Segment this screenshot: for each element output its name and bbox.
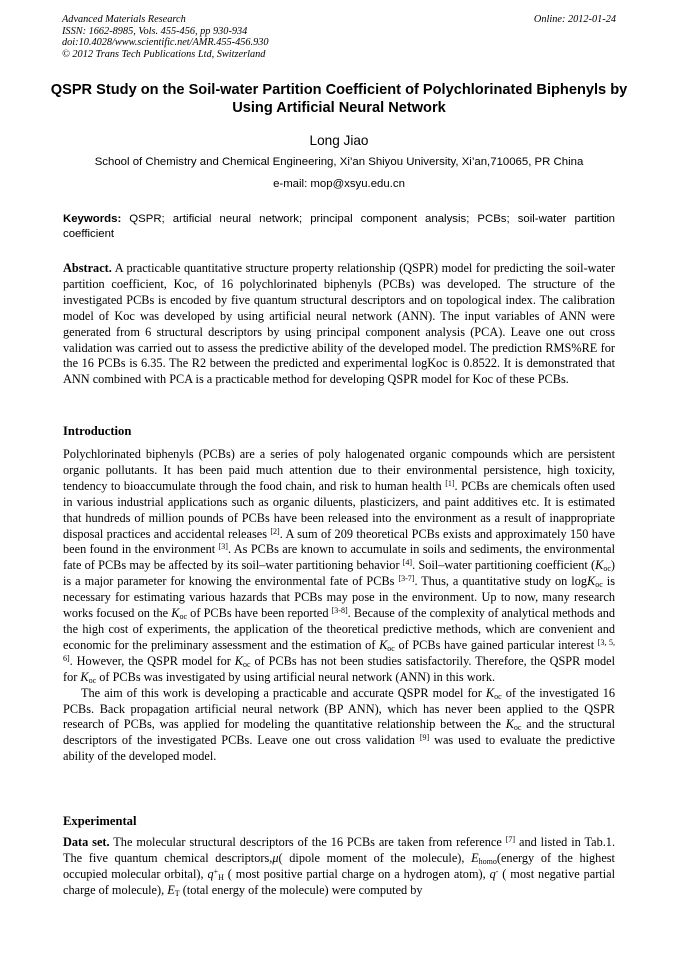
experimental-heading: Experimental (63, 814, 137, 828)
journal-issn: ISSN: 1662-8985, Vols. 455-456, pp 930-934 (62, 25, 248, 37)
journal-header (62, 14, 616, 60)
experimental-body (63, 835, 615, 899)
keywords (63, 212, 615, 243)
author-affiliation: School of Chemistry and Chemical Engineering, Xi’an Shiyou University, Xi’an,710065, PR China (94, 156, 584, 168)
abstract (63, 261, 615, 388)
citation: [1] (445, 478, 455, 488)
citation: [3] (218, 542, 228, 552)
online-date: Online: 2012-01-24 (533, 14, 616, 25)
abstract-text: A practicable quantitative structure property relationship (QSPR) model for predicting the soil-water partition coefficient, Koc, of 16 polychlorinated biphenyls (PCBs) was developed. The structure of the investigated PCBs is encoded by five quantum structural descriptors and on topological index. The calibration model of Koc was developed by using artificial neural network (ANN). The input variables of ANN were generated from 6 structural descriptors by using principal component analysis (PCA). Leave one out cross validation was carried out to assess the predictive ability of the developed model. The prediction RMS%RE for the 16 PCBs is 6.35. The R2 between the predicted and experimental logKoc is 0.8522. It is demonstrated that ANN combined with PCA is a practicable method for developing QSPR model for Koc of these PCBs. (63, 261, 615, 387)
citation: [7] (505, 835, 516, 844)
journal-doi: doi:10.4028/www.scientific.net/AMR.455-456.930 (62, 37, 269, 49)
journal-copyright: © 2012 Trans Tech Publications Ltd, Switzerland (62, 48, 266, 60)
keywords-text: QSPR; artificial neural network; principal component analysis; PCBs; soil-water partition coefficient (63, 213, 616, 241)
abstract-label: Abstract. (63, 261, 112, 275)
author-email: e-mail: mop@xsyu.edu.cn (273, 178, 405, 190)
citation: [9] (419, 733, 430, 743)
author-name: Long Jiao (309, 133, 369, 148)
citation: [4] (402, 558, 413, 568)
dataset-paragraph: Data set. The molecular structural descriptors of the 16 PCBs are taken from reference [7] and listed in Tab.1. The five quantum chemical descriptors,μ( dipole moment of the molecule), $E_{homo}(energy$ of the highest occupied molecular orbital), $q^+_H$ ( most positive partial charge on a hydrogen atom), q- ( most negative partial charge of molecule), $E_T$ (total energy of the molecule) were computed by (63, 835, 616, 898)
citation: [3, 5, 6] (63, 637, 616, 663)
dataset-label: Data set. (63, 835, 110, 849)
introduction-paragraph-1: Polychlorinated biphenyls (PCBs) are a series of poly halogenated organic compounds which are persistent organic pollutants. It has been paid much attention due to their environmental persistence, high toxicity, tendency to bioaccumulate through the food chain, and risk to human health [1]. PCBs are chemicals often used in various industrial applications such as organic diluents, plasticizers, and paint additives etc. It is estimated that hundreds of million pounds of PCBs have been released into the environment as a result of inappropriate disposal practices and accidental releases [2]. A sum of 209 theoretical PCBs exists and approximately 150 have been found in the environment [3]. As PCBs are known to accumulate in soils and sediments, the environmental fate of PCBs may be affected by its soil–water partitioning behavior [4]. Soil–water partitioning coefficient $(K_{oc})$ is a major parameter for knowing the environmental fate of PCBs [3-7]. Thus, a quantitative study on logK$_{oc}$ is necessary for estimating various hazards that PCBs may pose in the environment. Up to now, many research works focused on the $K_{oc}$ of PCBs have been reported [3-8]. Because of the complexity of analytical methods and the high cost of experiments, the application of the theoretical predictive methods, which are convenient and economic for the preliminary assessment and the estimation of $K_{oc}$ of PCBs have gained particular interest [3, 5, 6]. However, the QSPR model for $K_{oc}$ of PCBs has not been studies satisfactorily. Therefore, the QSPR model for $K_{oc}$ of PCBs was investigated by using artificial neural network (ANN) in this work. (63, 447, 616, 685)
citation: [3-7] (398, 574, 415, 584)
citation: [3-8] (331, 606, 348, 616)
introduction-heading: Introduction (63, 424, 132, 438)
introduction-paragraph-2: The aim of this work is developing a practicable and accurate QSPR model for $K_{oc}$ of the investigated 16 PCBs. Back propagation artificial neural network (BP ANN), which has never been applied to the QSPR research of PCBs, was applied for modeling the quantitative relationship between the $K_{oc}$ and the structural descriptors of the investigated PCBs. Leave one out cross validation [9] was used to evaluate the predictive ability of the developed model. (63, 685, 616, 764)
citation: [2] (270, 526, 280, 536)
journal-name: Advanced Materials Research (62, 14, 186, 25)
introduction-body (63, 447, 615, 765)
paper-title: QSPR Study on the Soil-water Partition Coefficient of Polychlorinated Biphenyls by Using Artificial Neural Network (50, 82, 628, 116)
keywords-label: Keywords: (63, 213, 122, 225)
